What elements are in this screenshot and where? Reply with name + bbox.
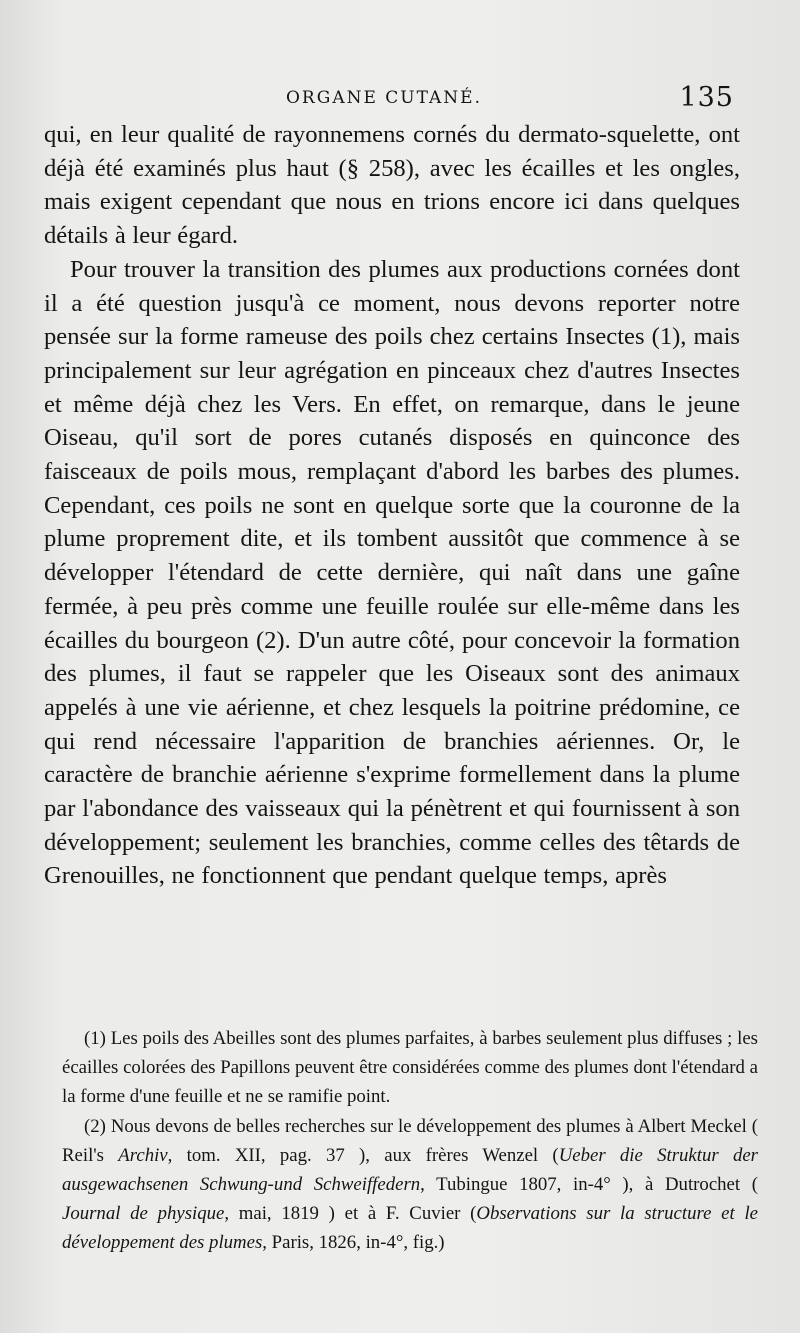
footnote-2-journal: Journal de physique xyxy=(62,1203,225,1225)
footnote-2-text: , mai, 1819 ) et à F. Cuvier ( xyxy=(224,1203,477,1225)
footnote-2-archiv: Archiv xyxy=(118,1144,168,1166)
page-number: 135 xyxy=(679,82,734,113)
paragraph: qui, en leur qualité de rayonnemens cornés du dermato-squelette, ont déjà été examinés plus haut (§ 258), avec les écailles et les ongles, mais exigent cependant que nous en trions encore ici dans quelques détails à leur égard. xyxy=(44,121,740,250)
footnote-2 xyxy=(62,1112,758,1258)
footnotes xyxy=(62,1024,758,1258)
footnote-2-text: , Tubingue 1807, in-4° ), à Dutrochet ( xyxy=(420,1174,758,1196)
page-header xyxy=(0,82,800,118)
footnote-2-text: (2) Nous devons de belles recherches sur le développement des plumes à Albert Meckel ( Reil's xyxy=(62,1115,758,1166)
footnote-1: (1) Les poils des Abeilles sont des plumes parfaites, à barbes seulement plus diffuses ; les écailles colorées des Papillons peuvent être considérées comme des plumes dont l'étendard a la forme d'une feuille et ne se ramifie point. xyxy=(62,1028,758,1108)
footnote-2-wenzel-title: Ueber die Struktur der ausgewachsenen Schwung-und Schweiffedern xyxy=(62,1144,758,1196)
footnote-2-text: , tom. XII, pag. 37 ), aux frères Wenzel ( xyxy=(167,1144,559,1166)
paragraph: Pour trouver la transition des plumes aux productions cornées dont il a été question jusqu'à ce moment, nous devons reporter notre pensée sur la forme rameuse des poils chez certains Insectes (1), mais principalement sur leur agrégation en pinceaux chez d'autres Insectes et même déjà chez les Vers. En effet, on remarque, dans le jeune Oiseau, qu'il sort de pores cutanés disposés en quinconce des faisceaux de poils mous, remplaçant d'abord les barbes des plumes. Cependant, ces poils ne sont en quelque sorte que la couronne de la plume proprement dite, et ils tombent aussitôt que commence à se développer l'étendard de cette dernière, qui naît dans une gaîne fermée, à peu près comme une feuille roulée sur elle-même dans les écailles du bourgeon (2). D'un autre côté, pour concevoir la formation des plumes, il faut se rappeler que les Oiseaux sont des animaux appelés à une vie aérienne, et chez lesquels la poitrine prédomine, ce qui rend nécessaire l'apparition de branchies aériennes. Or, le caractère de branchie aérienne s'exprime formellement dans la plume par l'abondance des vaisseaux qui la pénètrent et qui fournissent à son développement; seulement les branchies, comme celles des têtards de Grenouilles, ne fonctionnent que pendant quelque temps, après xyxy=(44,255,740,890)
main-text xyxy=(44,118,740,893)
footnote-2-text: , Paris, 1826, in-4°, fig.) xyxy=(262,1232,445,1254)
running-title: ORGANE CUTANÉ. xyxy=(286,88,482,108)
footnote-2-cuvier-title: Observations sur la structure et le développement des plumes xyxy=(62,1203,758,1254)
